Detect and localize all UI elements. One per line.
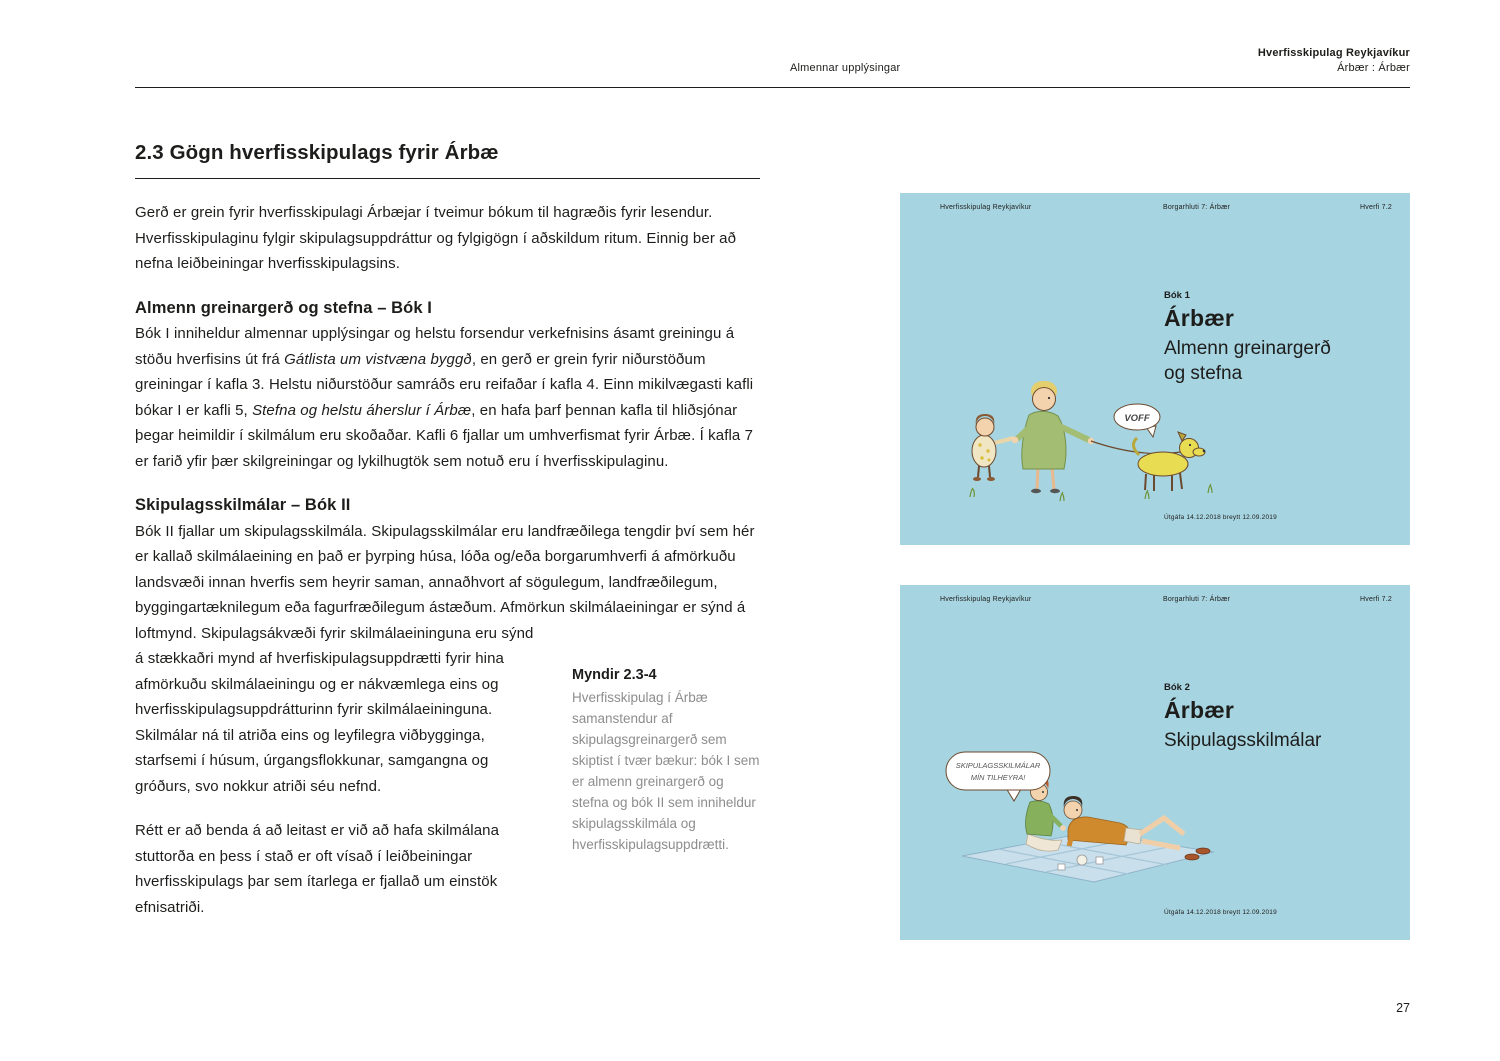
book-label: Bók 1 bbox=[1164, 290, 1190, 301]
book2-heading: Skipulagsskilmálar – Bók II bbox=[135, 496, 351, 514]
book-label: Bók 2 bbox=[1164, 682, 1190, 693]
grass-tufts bbox=[970, 484, 1212, 501]
lying-man-figure bbox=[1064, 796, 1184, 848]
cover-head-left: Hverfisskipulag Reykjavíkur bbox=[940, 204, 1032, 211]
figure-caption-title: Myndir 2.3-4 bbox=[572, 667, 657, 683]
dog-bark-text: VOFF bbox=[1124, 413, 1150, 424]
cover-head-right: Hverfi 7.2 bbox=[1360, 204, 1392, 211]
dog-figure bbox=[1133, 432, 1205, 491]
speech-line1: SKIPULAGSSKILMÁLAR bbox=[955, 761, 1041, 770]
book2-cover-thumbnail bbox=[900, 585, 1410, 940]
woman-figure bbox=[1012, 381, 1094, 493]
child-figure bbox=[972, 414, 1014, 481]
header-rule bbox=[135, 87, 1410, 88]
figure-caption-text: Hverfisskipulag í Árbæ samanstendur af skipulagsgreinargerð sem skiptist í tvær bækur: bók I sem er almenn greinargerð og stefna og bók II sem inniheldur skipulagsskilmála og hverfisskipulagsuppdrætti. bbox=[572, 690, 760, 852]
text-run: , en hafa þarf þennan kafla til hliðsjónar þegar heimildir í skilmálum eru skoðaðar. Kafli 6 fjallar um umhverfismat fyrir Árbæ. Í kafla 7 er farið yfir þær skilgreiningar og lykilhugtök sem notuð eru í hverfisskipulaginu. bbox=[135, 401, 754, 470]
book1-cover-thumbnail bbox=[900, 193, 1410, 545]
book2-paragraph-wrapped: á stækkaðri mynd af hverfiskipulagsuppdrætti fyrir hina afmörkuðu skilmálaeiningu og er nákvæmlega eins og hverfisskipulagsuppdrátturinn fyrir skilmálaeininguna. Skilmálar ná til atriða eins og leyfilegra viðbygginga, starfsemi í húsum, úrgangsflokkunar, samgangna og gróðurs, svo nokkur atriði séu nefnd. bbox=[135, 650, 504, 795]
picnic-illustration bbox=[940, 740, 1240, 890]
cover-edition-note: Útgáfa 14.12.2018 breytt 12.09.2019 bbox=[1164, 514, 1277, 521]
book1-paragraph bbox=[135, 321, 760, 474]
closing-paragraph: Rétt er að benda á að leitast er við að hafa skilmálana stuttorða en þess í stað er oft vísað í leiðbeiningar hverfisskipulags þar sem ítarlega er fjallað um einstök efnisatriði. bbox=[135, 822, 500, 916]
speech-line2: MÍN TILHEYRA! bbox=[970, 773, 1026, 782]
running-head-section: Almennar upplýsingar bbox=[790, 62, 901, 74]
running-head-title: Hverfisskipulag Reykjavíkur bbox=[1257, 47, 1410, 59]
walking-dog-illustration bbox=[940, 361, 1240, 511]
page-number: 27 bbox=[1396, 1001, 1410, 1015]
book1-heading: Almenn greinargerð og stefna – Bók I bbox=[135, 298, 432, 317]
text-run: Bók I inniheldur almennar upplýsingar og helstu forsendur verkefnisins ásamt greiningu á stöðu hverfisins út frá bbox=[135, 325, 735, 368]
cover-title: Árbær bbox=[1164, 697, 1235, 723]
figure-caption bbox=[572, 667, 760, 855]
cover-head-center: Borgarhluti 7: Árbær bbox=[1163, 596, 1231, 603]
book2-paragraph-full: Bók II fjallar um skipulagsskilmála. Skipulagsskilmálar eru landfræðilega tengdir því sem hér er kallað skilmálaeining en það er þyrping húsa, lóða og/eða borgarumhverfi á afmörkuðu landsvæði innan hverfis sem heyrir saman, annaðhvort af sögulegum, landfræðilegum, byggingartæknilegum eða fagurfræðilegum ástæðum. Afmörkun skilmálaeiningar er sýnd á loftmynd. Skipulagsákvæði fyrir skilmálaeininguna eru sýnd bbox=[135, 522, 755, 642]
intro-paragraph: Gerð er grein fyrir hverfisskipulagi Árbæjar í tveimur bókum til hagræðis fyrir lesendur. Hverfisskipulaginu fylgir skipulagsuppdráttur og fylgigögn í aðskildum ritum. Einnig ber að nefna leiðbeiningar hverfisskipulagsins. bbox=[135, 204, 737, 272]
section-heading: 2.3 Gögn hverfisskipulags fyrir Árbæ bbox=[135, 141, 760, 179]
italic-title-run: Gátlista um vistvæna byggð bbox=[284, 350, 472, 368]
running-head-document bbox=[1258, 46, 1410, 76]
cover-title: Árbær bbox=[1164, 305, 1235, 331]
cover-edition-note: Útgáfa 14.12.2018 breytt 12.09.2019 bbox=[1164, 909, 1277, 916]
speech-bubble bbox=[1114, 404, 1160, 437]
italic-title-run: Stefna og helstu áherslur í Árbæ bbox=[252, 401, 472, 419]
cover-subtitle: Skipulagsskilmálar bbox=[1164, 730, 1322, 751]
cover-subtitle: Almenn greinargerð og stefna bbox=[1164, 338, 1331, 384]
narrow-text-column bbox=[135, 646, 543, 920]
text-run: , en gerð er grein fyrir niðurstöðum greiningar í kafla 3. Helstu niðurstöður samráðs eru reifaðar í kafla 4. Einn mikilvægasti kafli bókar I er kafli 5, bbox=[135, 350, 754, 419]
cover-head-left: Hverfisskipulag Reykjavíkur bbox=[940, 596, 1032, 603]
main-text-column bbox=[135, 141, 760, 920]
cover-head-right: Hverfi 7.2 bbox=[1360, 596, 1392, 603]
running-head-subtitle: Árbær : Árbær bbox=[1337, 62, 1410, 74]
text-caption-row bbox=[135, 646, 760, 920]
cover-head-center: Borgarhluti 7: Árbær bbox=[1163, 204, 1231, 211]
